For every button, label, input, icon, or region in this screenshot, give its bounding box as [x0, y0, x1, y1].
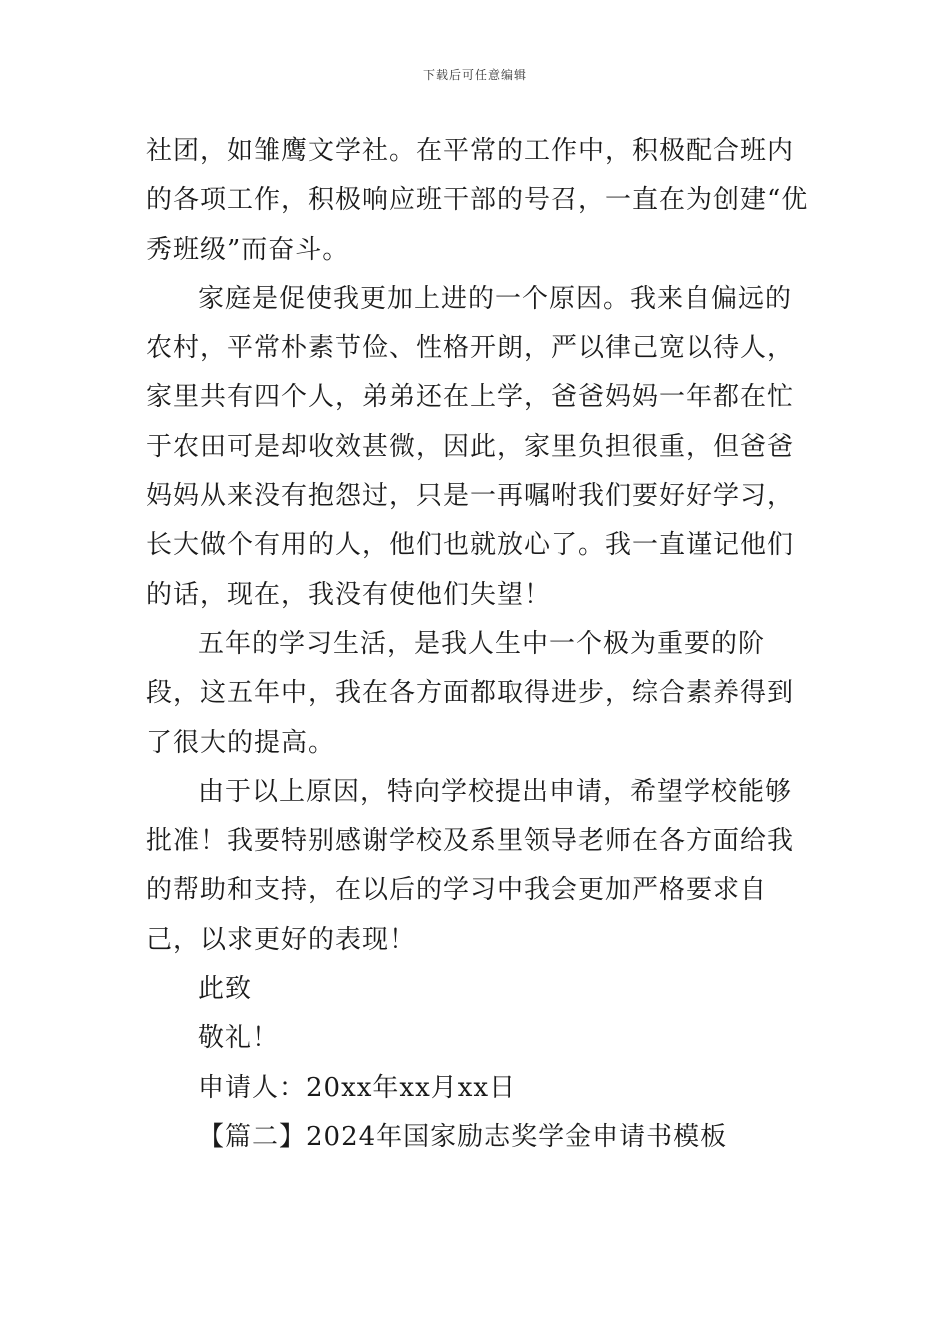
page-header-note: 下载后可任意编辑: [422, 68, 527, 82]
next-section-title: 【篇二】2024年国家励志奖学金申请书模板: [198, 1121, 728, 1152]
paragraph-family: 家庭是促使我更加上进的一个原因。我来自偏远的农村，平常朴素节俭、性格开朗，严以律己宽以待人，家里共有四个人，弟弟还在上学，爸爸妈妈一年都在忙于农田可是却收效甚微，因此，家里负担很重，但爸爸妈妈从来没有抱怨过，只是一再嘱咐我们要好好学习，长大做个有用的人，他们也就放心了。我一直谨记他们的话，现在，我没有使他们失望！: [146, 283, 795, 610]
document-body: [146, 127, 810, 1162]
paragraph-continuation: 社团，如雏鹰文学社。在平常的工作中，积极配合班内的各项工作，积极响应班干部的号召，一直在为创建“优秀班级”而奋斗。: [146, 136, 809, 265]
paragraph-study: 五年的学习生活，是我人生中一个极为重要的阶段，这五年中，我在各方面都取得进步，综合素养得到了很大的提高。: [146, 628, 795, 758]
closing-salutation: 此致: [198, 974, 253, 1005]
paragraph-request: 由于以上原因，特向学校提出申请，希望学校能够批准！我要特别感谢学校及系里领导老师在各方面给我的帮助和支持，在以后的学习中我会更加严格要求自己，以求更好的表现！: [146, 776, 795, 955]
applicant-date-line: 申请人：20xx年xx月xx日: [198, 1072, 517, 1103]
closing-regards: 敬礼！: [198, 1023, 280, 1054]
